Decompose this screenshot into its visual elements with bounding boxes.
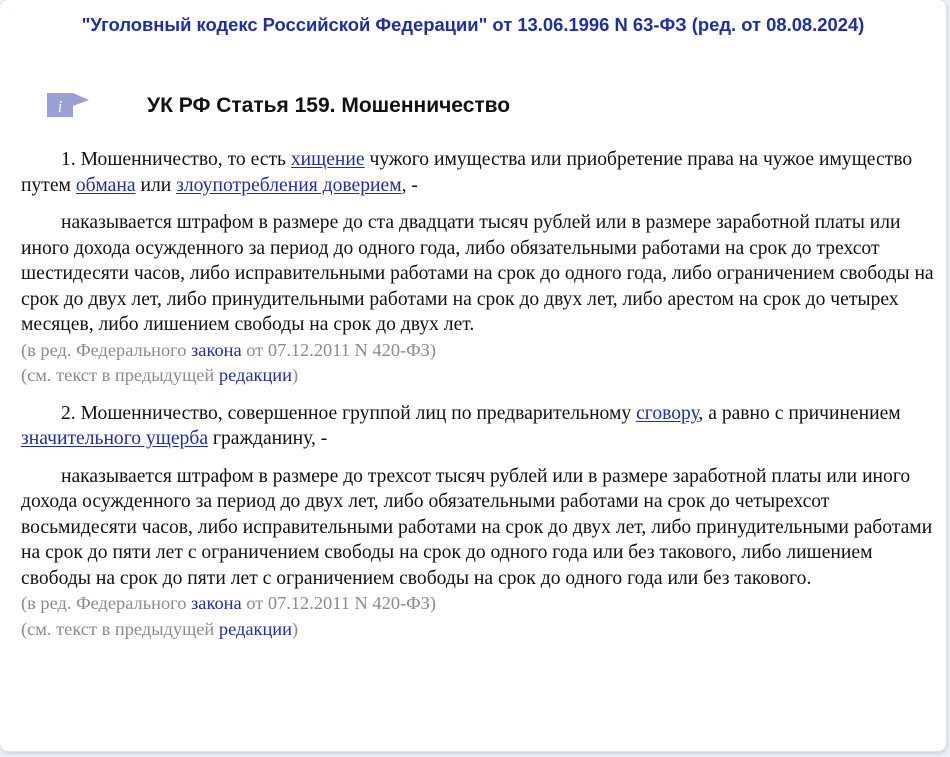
part-2-penalty: наказывается штрафом в размере до трехсот тысяч рублей или в размере заработной платы или иного дохода осужденного за период до двух лет, либо обязательными работами на срок до четырехсот восьмидесяти часов, либо исправительными работами на срок до двух лет, либо принудительными работами на срок до пяти лет с ограничением свободы на срок до одного года или без такового, либо лишением свободы на срок до пяти лет с ограничением свободы на срок до одного года или без такового. [21, 465, 933, 589]
link-law[interactable]: закона [191, 339, 242, 360]
link-previous-edition[interactable]: редакции [218, 618, 292, 639]
part-1-text: , - [401, 174, 418, 196]
edit-note-text: (см. текст в предыдущей [21, 618, 219, 639]
part-2-edit-note [21, 591, 937, 617]
part-2-disposition [21, 401, 937, 452]
edit-note-text: (в ред. Федерального [21, 339, 192, 360]
link-significant-damage[interactable]: значительного ущерба [21, 428, 209, 449]
article-body [21, 147, 937, 642]
part-2-previous-edition-note [21, 617, 937, 643]
part-2-text: 2. Мошенничество, совершенное группой лиц по предварительному [61, 402, 637, 424]
edit-note-text: ) [291, 618, 299, 639]
edit-note-text: (в ред. Федерального [21, 593, 192, 613]
link-conspiracy[interactable]: сговору [636, 402, 699, 424]
part-1-edit-note [21, 338, 937, 364]
edit-note-text: (см. текст в предыдущей [21, 365, 219, 385]
link-theft[interactable]: хищение [290, 149, 365, 170]
svg-text:i: i [57, 97, 63, 116]
part-2-text: гражданину, - [208, 428, 328, 449]
link-abuse-of-trust[interactable]: злоупотребления доверием [176, 174, 402, 196]
info-icon[interactable] [47, 92, 89, 118]
link-previous-edition[interactable]: редакции [218, 365, 292, 385]
part-1-text: или [135, 174, 177, 196]
edit-note-text: от 07.12.2011 N 420-ФЗ) [241, 339, 437, 360]
part-1-previous-edition-note [21, 363, 937, 389]
document-title[interactable]: "Уголовный кодекс Российской Федерации" от 13.06.1996 N 63-ФЗ (ред. от 08.08.2024) [81, 14, 865, 35]
edit-note-text: от 07.12.2011 N 420-ФЗ) [241, 593, 437, 613]
part-1-text: чужого имущества или приобретение права на чужое имущество путем [21, 149, 913, 196]
part-2-text: , а равно с причинением [698, 402, 901, 424]
article-heading: УК РФ Статья 159. Мошенничество [147, 94, 511, 117]
link-deception[interactable]: обмана [75, 174, 136, 196]
link-law[interactable]: закона [191, 593, 242, 613]
part-1-disposition [21, 147, 937, 198]
edit-note-text: ) [291, 365, 299, 385]
part-1-penalty: наказывается штрафом в размере до ста двадцати тысяч рублей или в размере заработной платы или иного дохода осужденного за период до одного года, либо обязательными работами на срок до трехсот шестидесяти часов, либо исправительными работами на срок до одного года, либо ограничением свободы на срок до двух лет, либо принудительными работами на срок до двух лет, либо арестом на срок до четырех месяцев, либо лишением свободы на срок до двух лет. [21, 212, 934, 335]
part-1-text: 1. Мошенничество, то есть [61, 149, 291, 170]
